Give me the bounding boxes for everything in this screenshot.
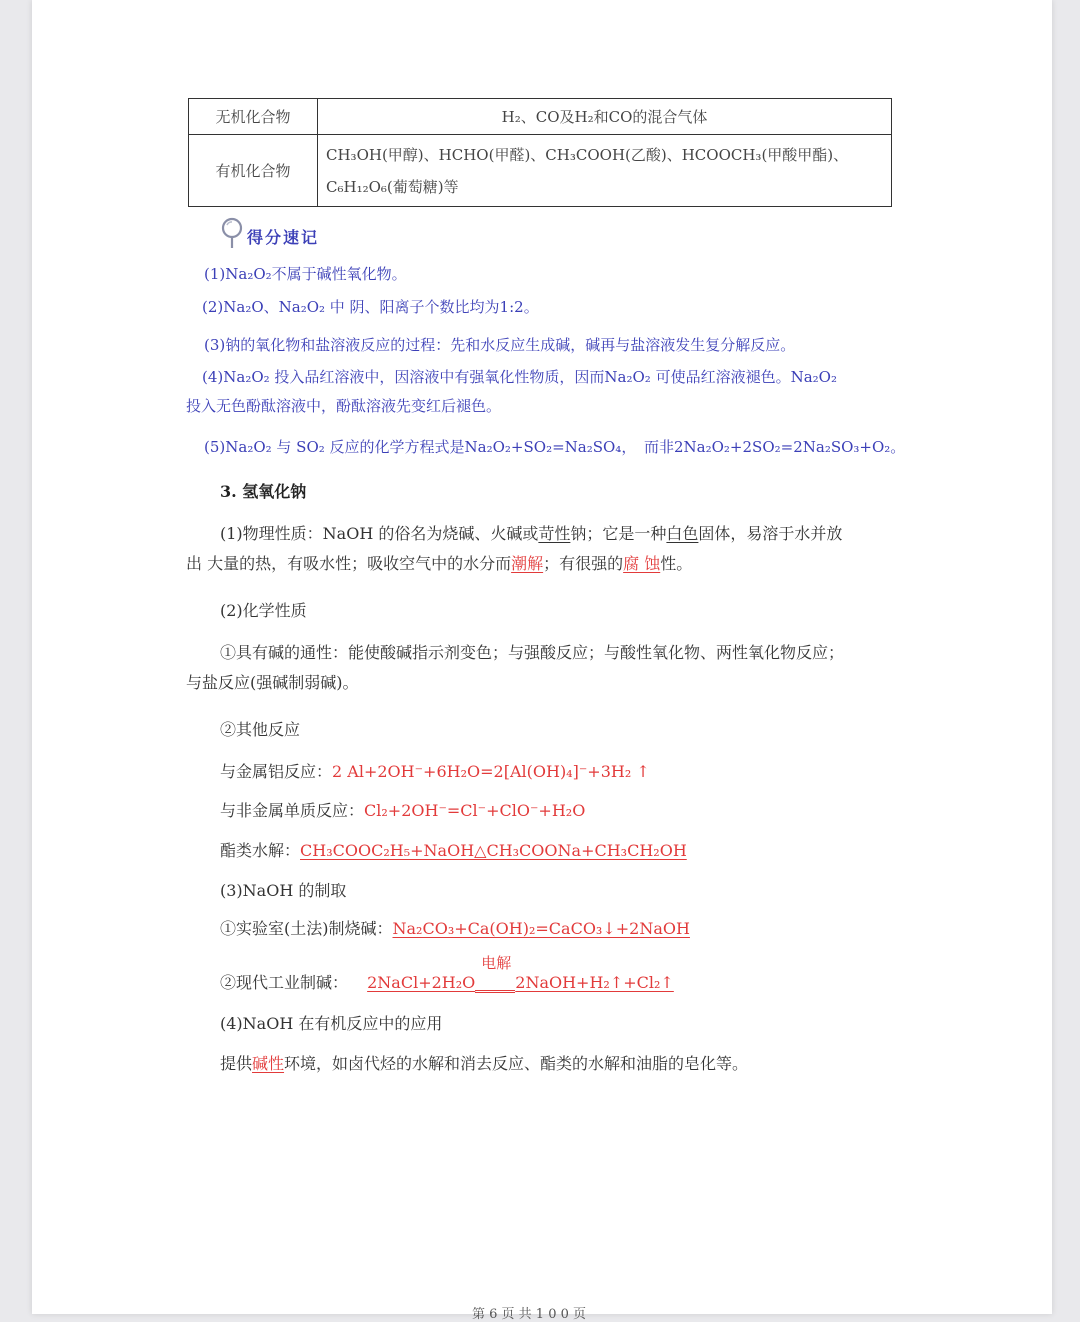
chemical-properties-1-line-1: ①具有碱的通性：能使酸碱指示剂变色；与强酸反应；与酸性氧化物、两性氧化物反应； (220, 643, 845, 662)
reaction-equation: CH₃COOC₂H₅+NaOH△CH₃COONa+CH₃CH₂OH (300, 841, 687, 860)
reaction-equation: 2 Al+2OH⁻+6H₂O=2[Al(OH)₄]⁻+3H₂ ↑ (332, 762, 650, 781)
reaction-label: 与金属铝反应： (220, 762, 333, 781)
physical-properties-line-2 (186, 551, 692, 574)
chemical-properties-heading: (2)化学性质 (220, 601, 307, 620)
nonmetal-reaction (220, 798, 585, 821)
equation-products: 2NaOH+H₂↑+Cl₂↑ (515, 973, 674, 992)
table-row (189, 99, 892, 135)
reaction-equation: Cl₂+2OH⁻=Cl⁻+ClO⁻+H₂O (364, 801, 586, 820)
keyword-white: 白色 (666, 524, 699, 543)
application-text (220, 1051, 748, 1074)
text-run: 出 大量的热，有吸水性；吸收空气中的水分而 (186, 554, 512, 573)
chemical-properties-1-line-2: 与盐反应(强碱制弱碱)。 (186, 673, 359, 692)
other-reactions-heading: ②其他反应 (220, 720, 301, 739)
equation-reactants: 2NaCl+2H₂O (367, 973, 476, 992)
table-cell-line: C₆H₁₂O₆(葡萄糖)等 (326, 177, 459, 196)
physical-properties-line-1 (220, 521, 842, 544)
magnifier-icon (220, 216, 244, 250)
table-cell-line: CH₃OH(甲醇)、HCHO(甲醛)、CH₃COOH(乙酸)、HCOOCH₃(甲酸甲酯)、 (326, 145, 849, 164)
keyword-corrosive: 腐 蚀 (623, 554, 661, 573)
reaction-label: ②现代工业制碱： (220, 973, 349, 992)
lab-preparation (220, 916, 690, 939)
text-run: 固体，易溶于水并放 (698, 524, 843, 543)
note-3: (3)钠的氧化物和盐溶液反应的过程：先和水反应生成碱，碱再与盐溶液发生复分解反应。 (204, 336, 796, 354)
reaction-label: ①实验室(土法)制烧碱： (220, 919, 393, 938)
table-cell-label: 有机化合物 (189, 135, 318, 207)
table-cell-label: 无机化合物 (189, 99, 318, 135)
note-5-equation: (5)Na₂O₂ 与 SO₂ 反应的化学方程式是Na₂O₂+SO₂=Na₂SO₄， (204, 438, 637, 456)
table-cell-content: H₂、CO及H₂和CO的混合气体 (318, 99, 892, 135)
application-heading: (4)NaOH 在有机反应中的应用 (220, 1014, 443, 1033)
text-run: 提供 (220, 1054, 253, 1073)
table-cell-content (318, 135, 892, 207)
keyword-deliquesce: 潮解 (511, 554, 544, 573)
document-page (32, 0, 1052, 1322)
table-row (189, 135, 892, 207)
text-run: 钠；它是一种 (570, 524, 667, 543)
note-2: (2)Na₂O、Na₂O₂ 中 阴、阳离子个数比均为1:2。 (202, 298, 539, 316)
industrial-preparation (220, 954, 674, 993)
note-4-line-1: (4)Na₂O₂ 投入品红溶液中，因溶液中有强氧化性物质，因而Na₂O₂ 可使品红溶液褪色。Na₂O₂ (202, 368, 837, 386)
note-4-line-2: 投入无色酚酞溶液中，酚酞溶液先变红后褪色。 (186, 397, 502, 415)
text-run: (1)物理性质：NaOH 的俗名为烧碱、火碱或 (220, 524, 539, 543)
note-1: (1)Na₂O₂不属于碱性氧化物。 (204, 265, 407, 283)
keyword-kuxing: 苛性 (538, 524, 571, 543)
reaction-label: 酯类水解： (220, 841, 301, 860)
page-number-footer: 第 6 页 共 1 0 0 页 (472, 1307, 587, 1322)
text-run: 性。 (660, 554, 693, 573)
note-5-counter-equation: 而非2Na₂O₂+2SO₂=2Na₂SO₃+O₂。 (644, 438, 906, 456)
notes-title: 得分速记 (247, 228, 320, 247)
keyword-alkaline: 碱性 (252, 1054, 285, 1073)
electrolysis-condition: 电解 (481, 954, 512, 972)
reaction-label: 与非金属单质反应： (220, 801, 365, 820)
aluminum-reaction (220, 759, 650, 782)
ester-hydrolysis (220, 838, 687, 861)
text-run: 环境，如卤代烃的水解和消去反应、酯类的水解和油脂的皂化等。 (284, 1054, 749, 1073)
preparation-heading: (3)NaOH 的制取 (220, 881, 347, 900)
text-run: ；有很强的 (543, 554, 624, 573)
compound-table (188, 98, 892, 207)
section-heading: 3. 氢氧化钠 (220, 482, 307, 501)
electrolysis-arrow: 电解 ​ (475, 976, 515, 993)
reaction-equation: Na₂CO₃+Ca(OH)₂=CaCO₃↓+2NaOH (392, 919, 690, 938)
